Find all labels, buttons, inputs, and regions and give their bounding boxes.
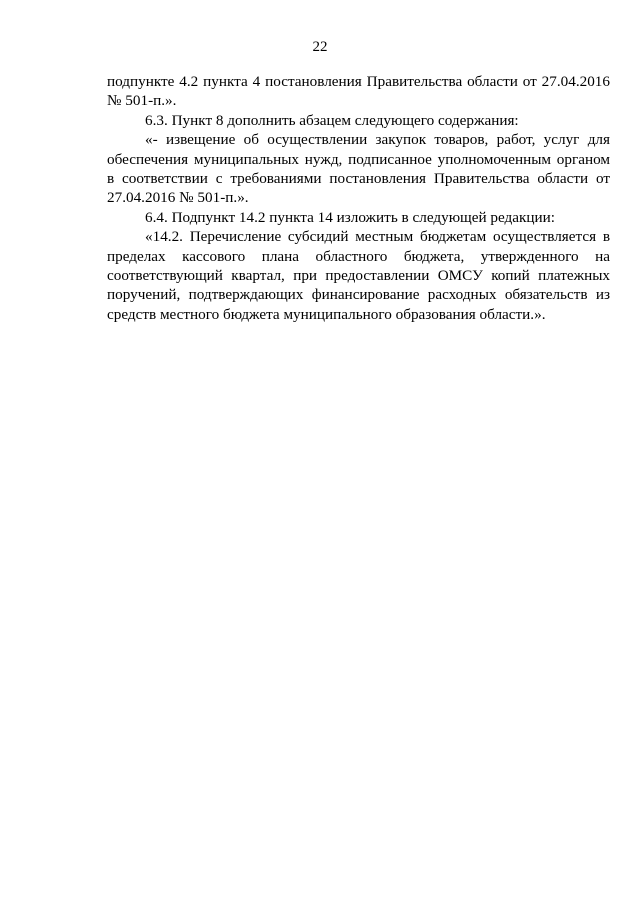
paragraph-quote-notice: «- извещение об осуществлении закупок товаров, работ, услуг для обеспечения муниципальных нужд, подписанное уполномоченным органом в соответствии с требованиями постановления Правительства области от 27.04.2016 № 501-п.». bbox=[107, 131, 610, 207]
paragraph-quote-14-2: «14.2. Перечисление субсидий местным бюджетам осуществляется в пределах кассового плана областного бюджета, утвержденного на соответствующий квартал, при предоставлении ОМСУ копий платежных поручений, подтверждающих финансирование расходных обязательств из средств местного бюджета муниципального образования области.». bbox=[107, 228, 610, 323]
page-number: 22 bbox=[312, 39, 328, 55]
paragraph-item-6-3: 6.3. Пункт 8 дополнить абзацем следующего содержания: bbox=[145, 111, 519, 129]
paragraph-continuation: подпункте 4.2 пункта 4 постановления Правительства области от 27.04.2016 № 501-п.». bbox=[107, 73, 610, 110]
paragraph-item-6-4: 6.4. Подпункт 14.2 пункта 14 изложить в следующей редакции: bbox=[145, 208, 555, 226]
document-body bbox=[107, 72, 610, 324]
